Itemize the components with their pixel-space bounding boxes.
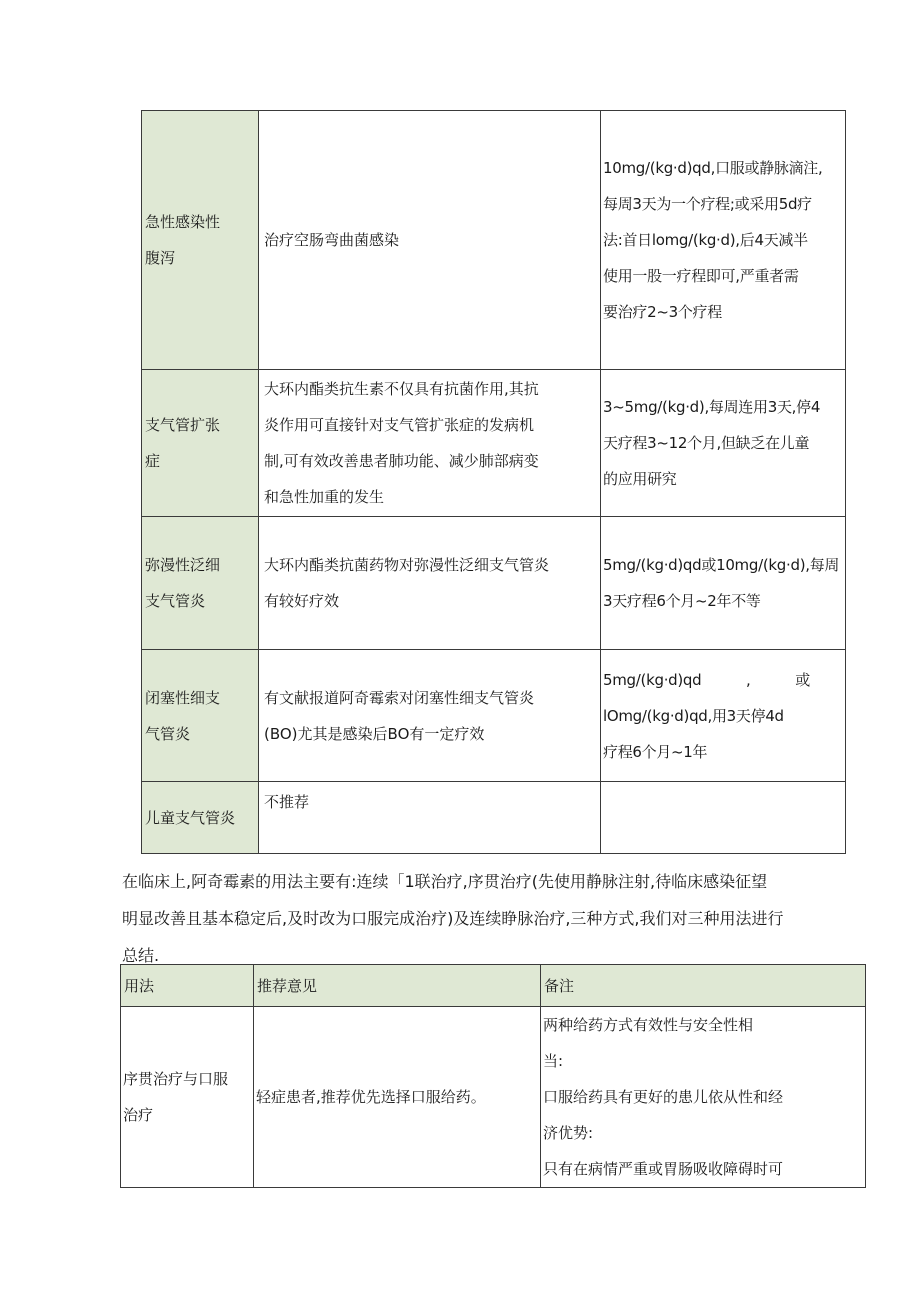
remark-cell — [259, 517, 601, 650]
dosage-text: 的应用研究 — [603, 470, 677, 488]
note-cell — [541, 1007, 866, 1188]
remark-text: 有文献报道阿奇霉索对闭塞性细支气管炎 — [264, 688, 535, 707]
disease-cell — [142, 782, 259, 854]
remark-text: 制,可有效改善患者肺功能、减少肺部病变 — [264, 452, 539, 470]
disease-text: 弥漫性泛细 — [145, 556, 221, 574]
note-text: 口服给药具有更好的患儿依从性和经 — [543, 1088, 784, 1106]
disease-cell — [142, 517, 259, 650]
remark-cell — [259, 111, 601, 370]
dosage-text: 要治疗2~3个疗程 — [603, 303, 722, 321]
table-row — [142, 782, 846, 854]
dosage-text: 3~5mg/(kg·d),每周连用3天,停4 — [603, 398, 821, 416]
note-text: 当: — [543, 1052, 564, 1070]
dosage-text: 3天疗程6个月~2年不等 — [603, 592, 761, 610]
note-text: 济优势: — [543, 1124, 594, 1142]
usage-cell — [121, 1007, 254, 1188]
usage-table — [120, 964, 866, 1188]
dosage-cell — [601, 111, 846, 370]
paragraph-line: 明显改善且基本稳定后,及时改为口服完成治疗)及连续睁脉治疗,三种方式,我们对三种用法进行 — [122, 909, 784, 928]
remark-text: 不推荐 — [264, 793, 310, 811]
table-row — [142, 517, 846, 650]
remark-text: 有较好疗效 — [264, 592, 340, 610]
table-row — [142, 370, 846, 517]
disease-text: 支气管炎 — [145, 592, 206, 610]
remark-cell — [259, 370, 601, 517]
body-paragraph — [122, 863, 867, 974]
remark-text: 炎作用可直接针对支气管扩张症的发病机 — [264, 416, 535, 434]
remark-cell — [259, 782, 601, 854]
disease-text: 闭塞性细支 — [145, 688, 221, 707]
remark-text: 大环内酯类抗生素不仅具有抗菌作用,其抗 — [264, 380, 539, 398]
column-header: 备注 — [541, 965, 866, 1007]
remark-text: 治疗空肠弯曲菌感染 — [264, 231, 400, 249]
disease-text: 症 — [145, 452, 161, 470]
dosage-cell — [601, 782, 846, 854]
disease-cell — [142, 650, 259, 782]
dosage-text: 天疗程3~12个月,但缺乏在儿童 — [603, 434, 810, 452]
dosage-cell — [601, 650, 846, 782]
opinion-text: 轻症患者,推荐优先选择口服给药。 — [256, 1088, 486, 1106]
usage-text: 序贯治疗与口服 — [123, 1070, 229, 1088]
column-header: 用法 — [121, 965, 254, 1007]
paragraph-line: 在临床上,阿奇霉素的用法主要有:连续「1联治疗,序贯治疗(先使用静脉注射,待临床感染征望 — [122, 872, 768, 891]
table-row — [121, 1007, 866, 1188]
dosage-text: 5mg/(kg·d)qd或10mg/(kg·d),每周 — [603, 556, 840, 574]
usage-text: 治疗 — [123, 1106, 154, 1124]
dosage-cell — [601, 517, 846, 650]
column-header: 推荐意见 — [254, 965, 541, 1007]
remark-cell — [259, 650, 601, 782]
disease-text: 儿童支气管炎 — [145, 808, 236, 827]
dosage-text: 使用一股一疗程即可,严重者需 — [603, 267, 799, 285]
remark-text: 和急性加重的发生 — [264, 488, 385, 506]
dosage-text: 法:首日lomg/(kg·d),后4天减半 — [603, 231, 808, 249]
indication-table — [141, 110, 846, 854]
table-header-row — [121, 965, 866, 1007]
paragraph-line: 总结. — [122, 946, 160, 965]
remark-text: (BO)尤其是感染后BO有一定疗效 — [264, 724, 485, 743]
disease-text: 腹泻 — [145, 249, 176, 267]
table-row — [142, 650, 846, 782]
remark-text: 大环内酯类抗菌药物对弥漫性泛细支气管炎 — [264, 556, 550, 574]
disease-text: 急性感染性 — [145, 213, 221, 231]
dosage-text: 10mg/(kg·d)qd,口服或静脉滴注, — [603, 159, 823, 177]
note-text: 两种给药方式有效性与安全性相 — [543, 1016, 754, 1034]
disease-text: 气管炎 — [145, 724, 191, 743]
table-row — [142, 111, 846, 370]
disease-text: 支气管扩张 — [145, 416, 221, 434]
dosage-cell — [601, 370, 846, 517]
opinion-cell — [254, 1007, 541, 1188]
dosage-text: 5mg/(kg·d)qd , 或 — [603, 670, 810, 689]
note-text: 只有在病情严重或胃肠吸收障碍时可 — [543, 1160, 784, 1178]
dosage-text: 每周3天为一个疗程;或采用5d疗 — [603, 195, 812, 213]
disease-cell — [142, 111, 259, 370]
dosage-text: lOmg/(kg·d)qd,用3天停4d — [603, 706, 784, 725]
dosage-text: 疗程6个月~1年 — [603, 742, 708, 761]
disease-cell — [142, 370, 259, 517]
